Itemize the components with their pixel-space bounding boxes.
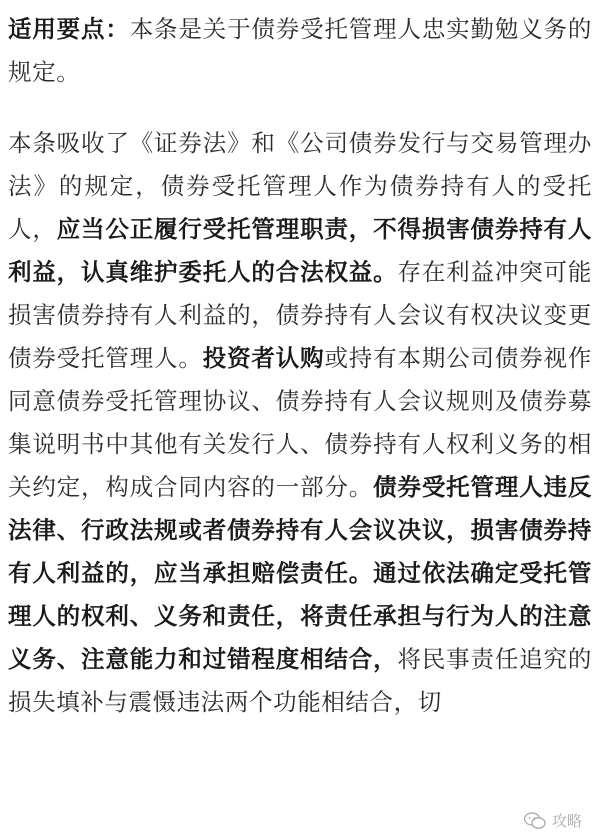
text-segment: 或持有本期公司债券视作同意债券受托管理协议、债券持有人会议规则及债券募集说明书中其他有关发行人、债券持有人权利义务的相关约定，构成合同内容的一部分。 — [8, 344, 592, 501]
bold-text-segment: 应当公正履行受托管理职责，不得损害债券持有人利益，认真维护委托人的合法权益。 — [8, 215, 592, 286]
article-body — [8, 8, 592, 724]
wechat-icon — [524, 812, 546, 830]
bold-text-segment: 债券受托管理人违反法律、行政法规或者债券持有人会议决议，损害债券持有人利益的，应当承担赔偿责任。通过依法确定受托管理人的权利、义务和责任，将责任承担与行为人的注意义务、注意能力和过错程度相结合， — [8, 473, 593, 673]
text-segment: 存在利益冲突可能损害债券持有人利益的，债券持有人会议有权决议变更债券受托管理人。 — [8, 258, 592, 372]
text-segment: 将民事责任追究的损失填补与震慑违法两个功能相结合，切 — [8, 645, 592, 716]
key-points-text: 本条是关于债券受托管理人忠实勤勉义务的规定。 — [8, 15, 592, 86]
text-segment: 本条吸收了《证券法》和《公司债券发行与交易管理办法》的规定，债券受托管理人作为债券持有人的受托人， — [8, 129, 592, 243]
watermark-text: 攻略 — [551, 812, 582, 830]
paragraph-explanation — [8, 122, 592, 724]
bold-text-segment: 投资者认购 — [202, 344, 325, 372]
key-points-label: 适用要点： — [8, 15, 130, 43]
paragraph-key-points — [8, 8, 592, 94]
source-watermark — [524, 810, 582, 831]
